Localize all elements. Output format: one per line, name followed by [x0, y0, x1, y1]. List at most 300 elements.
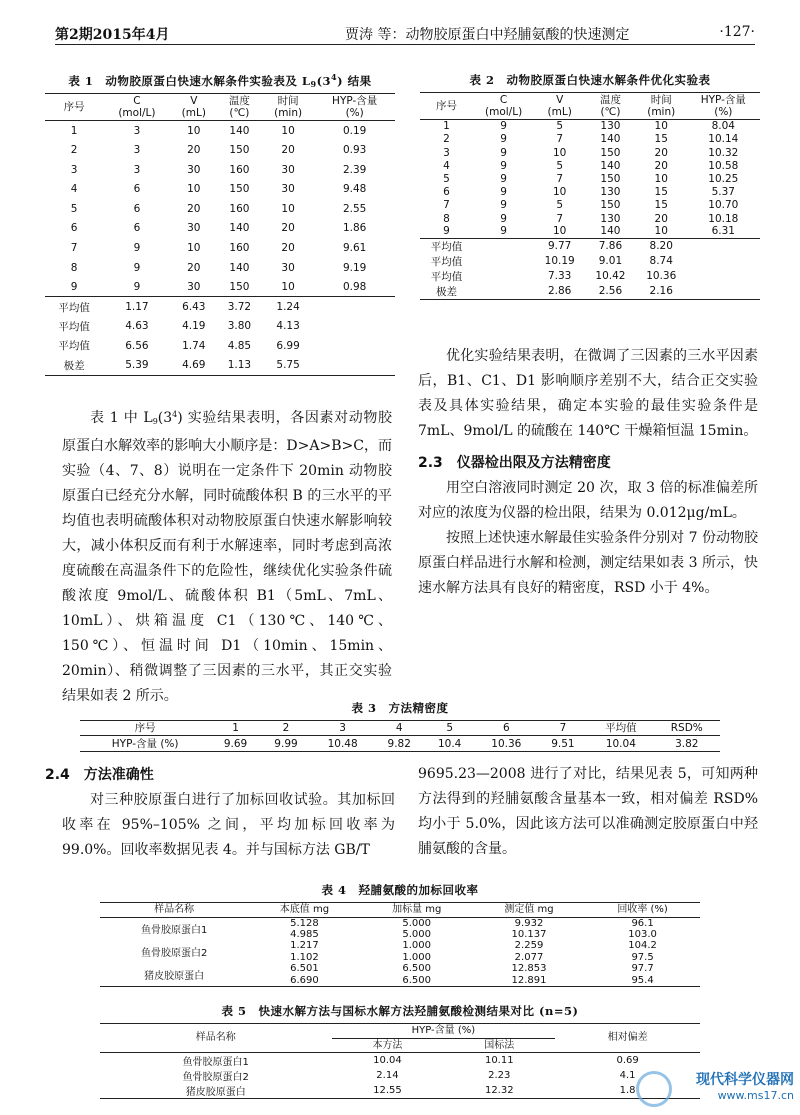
table-1-caption: 表 1 动物胶原蛋白快速水解条件实验表及 $L_9(3^4)$ 结果	[68, 72, 372, 89]
page-number: ·127·	[719, 24, 755, 40]
running-header	[55, 22, 755, 45]
section-2-4-heading: 2.4 方法准确性	[45, 767, 154, 783]
table-cell: 5.000	[402, 928, 432, 940]
table-cell: 7	[443, 199, 450, 212]
table-cell: 10	[187, 241, 201, 254]
table-3-header-cell: 平均值	[588, 721, 653, 736]
summary-row	[420, 254, 760, 269]
table-cell: 4.1	[619, 1070, 636, 1081]
table-cell: 20	[281, 144, 295, 157]
summary-cell	[687, 269, 760, 284]
table-row	[100, 1083, 700, 1099]
summary-cell: 10.19	[544, 255, 575, 268]
issue-info: 第2期2015年4月	[55, 27, 170, 43]
summary-cell: 2.86	[547, 285, 572, 298]
table-1-header-cell	[45, 94, 103, 121]
table-cell: 9.82	[387, 737, 411, 750]
table-4-caption: 表 4 羟脯氨酸的加标回收率	[321, 883, 479, 897]
summary-cell: 4.63	[125, 320, 149, 333]
table-row	[45, 258, 395, 278]
table-cell: 9	[500, 225, 507, 238]
table-3-header-cell: 4	[374, 721, 424, 736]
table-cell: 10	[654, 172, 668, 185]
table-cell: 10.4	[437, 737, 462, 750]
table-1-header-label: HYP-含量	[332, 95, 378, 107]
table-cell: 3	[133, 144, 141, 157]
table-cell: 30	[281, 163, 295, 176]
summary-cell	[314, 336, 395, 356]
summary-cell: 极差	[63, 359, 85, 372]
table-row	[45, 238, 395, 258]
table-cell: 鱼骨胶原蛋白1	[182, 1057, 249, 1068]
table-2-header-unit: (min)	[647, 106, 676, 119]
table-2-header-cell	[636, 93, 687, 120]
table-cell: 9.932	[514, 917, 544, 929]
table-3-header-cell: 5	[424, 721, 474, 736]
table-3-grid	[80, 720, 720, 752]
table-cell: 鱼骨胶原蛋白2	[182, 1072, 249, 1083]
summary-row	[45, 356, 395, 376]
table-4-header-cell: 回收率 (%)	[585, 903, 700, 918]
watermark-url: www.ms17.cn	[717, 1089, 794, 1102]
section-2-3-heading: 2.3 仪器检出限及方法精密度	[418, 455, 611, 471]
table-cell: 30	[187, 222, 201, 235]
table-cell: 10.32	[708, 146, 739, 159]
table-2-header-label: 序号	[435, 100, 457, 113]
table-cell: 6	[133, 222, 141, 235]
summary-cell: 1.24	[262, 297, 314, 317]
table-cell: 9	[443, 225, 450, 238]
table-5-header-group: HYP-含量 (%)	[332, 1024, 556, 1039]
table-2-header-cell	[585, 93, 636, 120]
table-cell: 6.500	[402, 963, 432, 975]
table-cell: 103.0	[628, 928, 657, 940]
table-cell: 20	[187, 144, 201, 157]
table-row	[100, 1053, 700, 1069]
table-cell: 140	[600, 225, 621, 238]
table-cell: 7	[556, 172, 564, 185]
table-cell: 3	[133, 124, 141, 137]
table-cell: 6.31	[711, 225, 735, 238]
table-2-header-cell	[687, 93, 760, 120]
table-2-header-label: 温度	[599, 94, 621, 106]
table-cell: 130	[600, 120, 621, 133]
table-row	[45, 121, 395, 141]
table-cell: 10.48	[327, 737, 358, 750]
table-cell: 20	[281, 222, 295, 235]
table-4-grid	[100, 902, 700, 987]
table-cell: 30	[281, 183, 295, 196]
table-cell: 9	[500, 159, 507, 172]
table-cell: 9	[500, 199, 507, 212]
table-2-caption: 表 2 动物胶原蛋白快速水解条件优化实验表	[469, 73, 711, 87]
table-cell: 2.259	[514, 940, 544, 952]
summary-cell: 平均值	[45, 297, 103, 317]
table-cell: 8	[70, 261, 78, 274]
table-cell: 10	[552, 186, 567, 199]
table-3-header-cell: 3	[311, 721, 374, 736]
table-row	[420, 146, 760, 159]
table-cell: 1.8	[619, 1085, 636, 1096]
summary-cell: 6.56	[125, 339, 149, 352]
summary-row	[420, 269, 760, 284]
table-cell: 1	[443, 120, 450, 133]
table-cell: 30	[187, 163, 201, 176]
table-cell: 8	[443, 212, 450, 225]
table-cell: 140	[229, 261, 250, 274]
table-cell: 6	[133, 202, 141, 215]
table-cell: 3	[133, 163, 141, 176]
table-cell: 6	[133, 183, 141, 196]
table-cell: 10.36	[491, 737, 522, 750]
table-1	[45, 72, 395, 376]
table-5-caption: 表 5 快速水解方法与国标水解方法羟脯氨酸检测结果对比 (n=5)	[221, 1004, 579, 1018]
table-cell: 15	[654, 133, 668, 146]
table-2	[420, 72, 760, 300]
summary-cell: 2.16	[649, 285, 673, 298]
table-cell: 9.61	[342, 241, 367, 254]
table-2-header-label: V	[556, 94, 564, 106]
summary-cell	[687, 238, 760, 254]
table-cell: 1.217	[290, 940, 319, 952]
table-cell: 2.23	[488, 1070, 511, 1081]
table-cell: 10.18	[708, 212, 739, 225]
table-cell: 1.000	[402, 940, 432, 952]
table-cell: 140	[600, 133, 621, 146]
table-cell: 4	[443, 159, 450, 172]
sample-name: 鱼骨胶原蛋白1	[140, 925, 208, 937]
summary-cell: 平均值	[420, 238, 473, 254]
table-2-header-label: HYP-含量	[700, 94, 746, 106]
table-cell: 3.82	[675, 737, 699, 750]
table-cell: 9.99	[274, 737, 298, 750]
table-cell: 10	[654, 120, 668, 133]
table-cell: 5	[443, 172, 450, 185]
table-cell: 150	[229, 144, 250, 157]
table-2-header-label: 时间	[650, 94, 672, 106]
table-1-header-label: 温度	[228, 95, 250, 107]
table-cell: 4.985	[290, 928, 319, 940]
table-cell: 20	[281, 241, 295, 254]
table-4-header-cell: 样品名称	[100, 903, 248, 918]
table-cell: 9	[133, 261, 141, 274]
section-2-4	[45, 762, 395, 863]
sample-name: 鱼骨胶原蛋白2	[140, 948, 208, 959]
table-1-header-label: V	[190, 95, 198, 107]
table-cell: 1.102	[290, 951, 319, 963]
summary-row	[45, 317, 395, 337]
table-5-header-deviation: 相对偏差	[555, 1024, 700, 1053]
table-1-grid	[45, 93, 395, 376]
table-cell: HYP-含量 (%)	[111, 738, 179, 751]
table-cell: 96.1	[631, 917, 654, 929]
summary-cell	[314, 317, 395, 337]
table-cell: 9.48	[342, 183, 367, 196]
table-1-header-cell	[103, 94, 170, 121]
table-cell: 6.690	[290, 974, 319, 986]
table-cell: 130	[600, 212, 621, 225]
table-cell: 5.37	[711, 186, 735, 199]
summary-row	[420, 284, 760, 300]
summary-cell: 4.13	[276, 320, 300, 333]
table-cell: 150	[600, 199, 621, 212]
table-cell: 猪皮胶原蛋白	[185, 1087, 246, 1098]
watermark-title: 现代科学仪器网	[696, 1072, 794, 1088]
summary-cell: 平均值	[430, 255, 463, 268]
table-2-header-unit: (℃)	[600, 106, 621, 119]
table-row	[45, 219, 395, 239]
summary-cell: 平均值	[58, 340, 90, 353]
table-2-header-cell	[534, 93, 585, 120]
table-2-header-cell	[420, 93, 473, 120]
table-cell: 95.4	[631, 974, 654, 986]
table-cell: 10	[187, 183, 201, 196]
summary-cell	[473, 284, 534, 300]
summary-cell: 9.77	[534, 238, 585, 254]
table-cell: 8.04	[711, 120, 735, 133]
table-cell: 20	[187, 202, 201, 215]
table-cell: 15	[654, 186, 668, 199]
table-cell: 20	[654, 159, 668, 172]
table-cell: 1.000	[402, 951, 432, 963]
table-1-header-cell	[171, 94, 217, 121]
paragraph-comparison: 9695.23—2008 进行了对比，结果见表 5，可知两种方法得到的羟脯氨酸含量基本一致，相对偏差 RSD% 均小于 5.0%，因此该方法可以准确测定胶原蛋白中羟脯氨酸的含量。	[418, 766, 758, 857]
table-cell: 10.04	[605, 737, 636, 750]
table-cell: 160	[229, 202, 250, 215]
paragraph-table1-analysis: 表 1 中 $L_9(3^4)$ 实验结果表明，各因素对动物胶原蛋白水解效率的影响大小顺序是：D>A>B>C，而实验（4、7、8）说明在一定条件下 20min 动物胶原蛋白已经充分水解，同时硫酸体积 B 的三水平的平均值也表明硫酸体积对动物胶原蛋白快速水解影响较大，减小体积反而有利于水解速率，同时考虑到高浓度硫酸在高温条件下的危险性，继续优化实验条件硫酸浓度 9mol/L、硫酸体积 B1（5mL、7mL、10mL）、烘箱温度 C1（130℃、140℃、150℃）、恒温时间 D1（10min、15min、20min）、稍微调整了三因素的三水平，其正交实验结果如表 2 所示。	[62, 410, 392, 704]
table-cell: 15	[654, 199, 668, 212]
summary-cell: 3.72	[217, 297, 262, 317]
table-cell: 30	[281, 261, 295, 274]
sample-name: 猪皮胶原蛋白	[144, 970, 205, 982]
table-cell: 12.55	[373, 1085, 402, 1096]
table-cell: 5.128	[290, 917, 319, 929]
table-row	[420, 212, 760, 225]
right-column-text	[418, 344, 758, 601]
table-row	[45, 140, 395, 160]
summary-cell	[314, 297, 395, 317]
summary-cell: 6.99	[276, 339, 300, 352]
table-cell: 9	[500, 186, 507, 199]
summary-cell: 1.17	[103, 297, 170, 317]
table-cell: 9	[500, 146, 507, 159]
summary-cell: 6.43	[171, 297, 217, 317]
table-5-header-method: 本方法	[332, 1038, 444, 1053]
table-3-header-cell: 2	[261, 721, 311, 736]
summary-cell	[473, 254, 534, 269]
table-cell: 150	[600, 146, 621, 159]
table-row	[420, 186, 760, 199]
table-row	[420, 120, 760, 133]
table-4	[100, 882, 700, 987]
table-row	[420, 225, 760, 238]
table-cell: 0.98	[342, 280, 367, 293]
table-cell: 9	[133, 241, 141, 254]
article-title: 贾涛 等：动物胶原蛋白中羟脯氨酸的快速测定	[345, 27, 630, 43]
table-cell: 20	[187, 261, 201, 274]
table-3-header-cell: 序号	[80, 721, 210, 736]
table-cell: 9	[500, 172, 507, 185]
table-cell: 10	[281, 280, 295, 293]
table-cell: 97.5	[631, 951, 654, 963]
table-cell: 1.86	[342, 222, 367, 235]
table-row	[45, 179, 395, 199]
table-cell: 20	[654, 212, 668, 225]
table-cell: 6	[443, 186, 450, 199]
table-1-header-unit: (min)	[274, 107, 303, 120]
table-1-header-cell	[217, 94, 262, 121]
table-cell: 7	[556, 133, 564, 146]
paragraph-optimization: 优化实验结果表明，在微调了三因素的三水平因素后，B1、C1、D1 影响顺序差别不大，结合正交实验表及具体实验结果，确定本实验的最佳实验条件是 7mL、9mol/L 的硫酸在 140℃ 干燥箱恒温 15min。	[418, 348, 758, 439]
table-cell: 10.137	[511, 928, 547, 940]
summary-cell: 5.39	[125, 359, 149, 372]
table-3-caption: 表 3 方法精密度	[351, 701, 449, 715]
table-2-header-unit: (%)	[714, 106, 733, 119]
table-4-header-cell: 加标量 mg	[361, 903, 473, 918]
table-row	[45, 160, 395, 180]
summary-cell: 2.56	[598, 285, 623, 298]
table-row	[100, 1068, 700, 1083]
table-cell: 9.19	[342, 261, 367, 274]
summary-cell: 5.75	[276, 359, 300, 372]
table-5-header-national: 国标法	[443, 1038, 555, 1053]
table-1-header-label: 时间	[277, 95, 299, 107]
table-1-header-label: C	[133, 95, 141, 107]
table-cell: 10.58	[708, 159, 739, 172]
table-5	[100, 1003, 700, 1099]
table-cell: 12.32	[484, 1085, 514, 1096]
table-3	[80, 700, 720, 752]
table-cell: 9	[500, 120, 507, 133]
table-cell: 9	[500, 212, 507, 225]
table-row	[420, 159, 760, 172]
table-cell: 2.55	[342, 202, 367, 215]
table-2-grid	[420, 92, 760, 300]
table-cell: 10	[281, 124, 295, 137]
table-1-header-unit: (mol/L)	[118, 107, 156, 120]
table-1-header-label: 序号	[63, 101, 85, 114]
table-cell: 2	[70, 144, 78, 157]
table-cell: 9	[133, 280, 141, 293]
summary-row	[420, 238, 760, 254]
table-cell: 2.077	[514, 951, 544, 963]
table-cell: 12.891	[511, 974, 547, 986]
table-cell: 10.11	[484, 1055, 514, 1066]
table-cell: 150	[229, 183, 250, 196]
table-1-header-unit: (%)	[345, 107, 364, 120]
summary-cell: 4.69	[182, 359, 206, 372]
summary-cell: 7.33	[547, 270, 572, 283]
table-row	[45, 277, 395, 297]
table-cell: 0.93	[342, 144, 367, 157]
table-4-header-cell: 本底值 mg	[248, 903, 360, 918]
summary-row	[45, 336, 395, 356]
table-cell: 104.2	[628, 940, 657, 952]
summary-cell: 9.01	[598, 255, 623, 268]
summary-cell: 平均值	[58, 320, 90, 333]
table-cell: 12.853	[511, 963, 547, 975]
table-cell: 10	[552, 225, 567, 238]
summary-cell: 10.42	[595, 270, 626, 283]
table-3-header-cell: 1	[210, 721, 260, 736]
summary-cell: 4.85	[227, 339, 252, 352]
table-cell: 5	[556, 120, 564, 133]
table-cell: 10	[187, 124, 201, 137]
table-cell: 5	[70, 202, 78, 215]
table-3-header-cell: 7	[538, 721, 588, 736]
table-5-header-name: 样品名称	[100, 1024, 332, 1053]
table-cell: 3	[70, 163, 78, 176]
table-cell: 10	[654, 225, 668, 238]
table-row	[45, 199, 395, 219]
table-5-grid	[100, 1023, 700, 1099]
table-2-header-cell	[473, 93, 534, 120]
table-cell: 5.000	[402, 917, 432, 929]
table-1-header-unit: (mL)	[181, 107, 206, 120]
table-cell: 0.69	[616, 1055, 639, 1066]
table-cell: 150	[600, 172, 621, 185]
table-cell: 0.19	[342, 124, 367, 137]
table-cell: 9.51	[551, 737, 575, 750]
summary-row	[45, 297, 395, 317]
paragraph-precision: 按照上述快速水解最佳实验条件分别对 7 份动物胶原蛋白样品进行水解和检测，测定结果如表 3 所示，快速水解方法具有良好的精密度，RSD 小于 4%。	[418, 530, 758, 596]
table-cell: 160	[229, 241, 250, 254]
table-cell: 140	[600, 159, 621, 172]
table-2-header-unit: (mol/L)	[485, 106, 523, 119]
table-cell: 140	[229, 124, 250, 137]
table-cell: 160	[229, 163, 250, 176]
table-2-header-unit: (mL)	[547, 106, 572, 119]
table-cell: 2.14	[376, 1070, 399, 1081]
summary-cell: 7.86	[585, 238, 636, 254]
table-cell: 9	[70, 280, 78, 293]
table-cell: 10	[281, 202, 295, 215]
table-3-header-cell: RSD%	[654, 721, 720, 736]
table-cell: 3	[443, 146, 450, 159]
site-watermark	[654, 1069, 794, 1109]
table-4-header-cell: 测定值 mg	[473, 903, 585, 918]
table-cell: 10.70	[708, 199, 739, 212]
table-cell: 9.69	[223, 737, 248, 750]
table-cell: 140	[229, 222, 250, 235]
table-row	[80, 736, 720, 752]
summary-cell: 1.13	[227, 359, 252, 372]
table-row	[100, 917, 700, 929]
table-cell: 2	[443, 133, 450, 146]
table-cell: 130	[600, 186, 621, 199]
summary-cell	[687, 254, 760, 269]
table-cell: 5	[556, 199, 564, 212]
table-cell: 5	[556, 159, 564, 172]
summary-cell: 平均值	[430, 270, 463, 283]
table-row	[420, 172, 760, 185]
summary-cell	[687, 284, 760, 300]
table-cell: 10.14	[708, 133, 739, 146]
summary-cell	[473, 269, 534, 284]
summary-cell: 8.20	[636, 238, 687, 254]
watermark-logo-icon	[636, 1071, 672, 1107]
table-row	[100, 963, 700, 975]
table-cell: 150	[229, 280, 250, 293]
summary-cell: 8.74	[649, 255, 673, 268]
table-cell: 7	[556, 212, 564, 225]
table-row	[100, 940, 700, 952]
table-1-header-unit: (℃)	[229, 107, 250, 120]
table-cell: 7	[70, 241, 78, 254]
table-cell: 9	[500, 133, 507, 146]
summary-cell: 1.74	[182, 339, 206, 352]
table-2-header-label: C	[499, 94, 508, 106]
